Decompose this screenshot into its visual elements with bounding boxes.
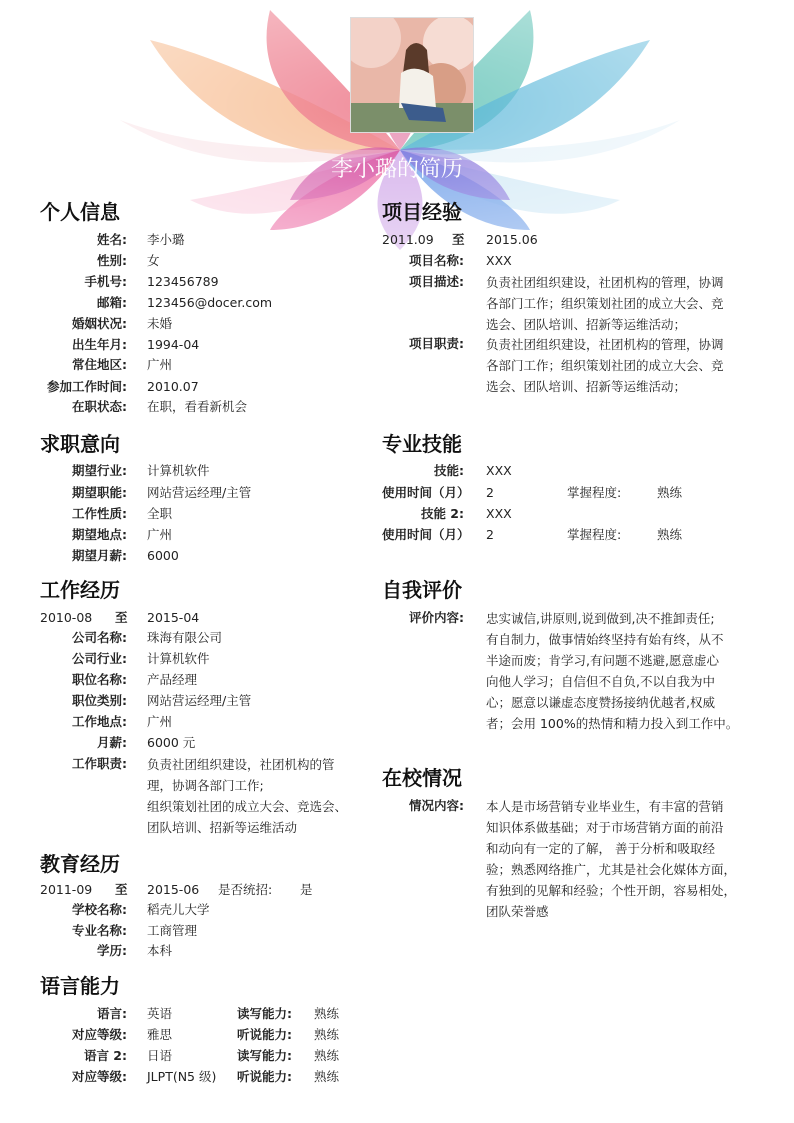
section-personal-info: 个人信息: [40, 200, 120, 224]
field-value: 6000 元: [147, 735, 196, 750]
text-line: 负责社团组织建设，社团机构的管理，协调: [486, 337, 724, 352]
field-value: 在职，看看新机会: [147, 399, 248, 414]
intent-row: [0, 546, 380, 566]
field-label: 职位类别:: [72, 693, 127, 708]
field-value: 产品经理: [147, 672, 198, 687]
text-line: 和动向有一定的了解， 善于分析和吸取经: [486, 841, 715, 856]
field-label: 参加工作时间:: [47, 379, 127, 394]
field-value: 熟练: [314, 1069, 340, 1084]
education-row: [0, 900, 380, 920]
field-value: 雅思: [147, 1027, 173, 1042]
field-label: 工作职责:: [72, 756, 127, 771]
field-label: 姓名:: [97, 232, 127, 247]
text-line: 组织策划社团的成立大会、竞选会、: [147, 799, 348, 814]
school-situation-text: [486, 796, 756, 922]
personal-row: [0, 397, 380, 417]
field-value: 123456789: [147, 274, 219, 289]
start-date: 2010-08: [40, 610, 93, 625]
field-label: 掌握程度:: [567, 485, 622, 500]
skill-row: [382, 525, 782, 545]
field-label: 听说能力:: [237, 1069, 292, 1084]
field-label: 学校名称:: [72, 902, 127, 917]
text-line: 选会、团队培训、招新等运维活动；: [486, 317, 687, 332]
language-row: [0, 1046, 380, 1066]
to-label: 至: [115, 882, 128, 897]
text-line: 有自制力，做事情始终坚持有始有终，从不: [486, 632, 724, 647]
personal-row: [0, 355, 380, 375]
field-label: 读写能力:: [237, 1048, 292, 1063]
intent-row: [0, 461, 380, 481]
field-value: 英语: [147, 1006, 173, 1021]
section-school-situation: 在校情况: [382, 766, 462, 790]
field-value: 网站营运经理/主管: [147, 693, 252, 708]
field-label: 月薪:: [97, 735, 127, 750]
to-label: 至: [115, 610, 128, 625]
field-value: XXX: [486, 506, 512, 521]
field-label: 期望职能:: [72, 485, 127, 500]
skill-row: [382, 504, 782, 524]
personal-row: [0, 293, 380, 313]
end-date: 2015-04: [147, 610, 200, 625]
field-value: XXX: [486, 463, 512, 478]
profile-photo: [350, 17, 474, 133]
field-value: JLPT(N5 级): [147, 1069, 217, 1084]
self-evaluation-text: [486, 608, 756, 734]
field-label: 婚姻状况:: [72, 316, 127, 331]
project-period: [382, 230, 782, 250]
education-period: [0, 880, 380, 900]
field-value: 熟练: [657, 485, 683, 500]
work-row: [0, 670, 380, 690]
field-value: 2: [486, 527, 494, 542]
field-label: 项目描述:: [409, 274, 464, 289]
field-value: 熟练: [657, 527, 683, 542]
field-value: 全职: [147, 506, 173, 521]
work-row: [0, 712, 380, 732]
intent-row: [0, 504, 380, 524]
field-label: 期望月薪:: [72, 548, 127, 563]
field-label: 情况内容:: [409, 798, 464, 813]
field-value: 6000: [147, 548, 179, 563]
unified-value: 是: [300, 882, 313, 897]
intent-row: [0, 525, 380, 545]
field-value: 工商管理: [147, 923, 198, 938]
field-value: 计算机软件: [147, 463, 210, 478]
field-label: 职位名称:: [72, 672, 127, 687]
text-line: 验；熟悉网络推广，尤其是社会化媒体方面，: [486, 862, 737, 877]
field-value: 李小璐: [147, 232, 185, 247]
field-value: 网站营运经理/主管: [147, 485, 252, 500]
text-line: 有独到的见解和经验；个性开朗，容易相处，: [486, 883, 737, 898]
skill-row: [382, 483, 782, 503]
field-label: 学历:: [97, 943, 127, 958]
project-duty-text: [486, 334, 756, 397]
field-label: 工作地点:: [72, 714, 127, 729]
section-education: 教育经历: [40, 852, 120, 876]
text-line: 者；会用 100%的热情和精力投入到工作中。: [486, 716, 739, 731]
field-label: 邮箱:: [97, 295, 127, 310]
field-value: 熟练: [314, 1027, 340, 1042]
end-date: 2015.06: [486, 232, 538, 247]
field-value: 日语: [147, 1048, 173, 1063]
text-line: 团队荣誉感: [486, 904, 549, 919]
field-label: 在职状态:: [72, 399, 127, 414]
field-label: 常住地区:: [72, 357, 127, 372]
intent-row: [0, 483, 380, 503]
field-value: 2: [486, 485, 494, 500]
field-label: 听说能力:: [237, 1027, 292, 1042]
personal-row: [0, 377, 380, 397]
field-label: 读写能力:: [237, 1006, 292, 1021]
field-label: 专业名称:: [72, 923, 127, 938]
text-line: 团队培训、招新等运维活动: [147, 820, 298, 835]
field-value: 女: [147, 253, 160, 268]
field-label: 技能:: [434, 463, 464, 478]
text-line: 心；愿意以谦虚态度赞扬接纳优越者,权威: [486, 695, 715, 710]
field-value: 稻壳儿大学: [147, 902, 210, 917]
section-skills: 专业技能: [382, 432, 462, 456]
field-value: 熟练: [314, 1006, 340, 1021]
field-value: XXX: [486, 253, 512, 268]
personal-row: [0, 251, 380, 271]
language-row: [0, 1004, 380, 1024]
project-desc-text: [486, 272, 756, 335]
skill-row: [382, 461, 782, 481]
education-row: [0, 921, 380, 941]
work-duty-text: [147, 754, 377, 838]
text-line: 各部门工作；组织策划社团的成立大会、竞: [486, 296, 724, 311]
text-line: 理，协调各部门工作;: [147, 778, 264, 793]
field-label: 出生年月:: [72, 337, 127, 352]
personal-row: [0, 272, 380, 292]
field-value: 2010.07: [147, 379, 199, 394]
education-row: [0, 941, 380, 961]
text-line: 向他人学习；自信但不自负,不以自我为中: [486, 674, 715, 689]
text-line: 选会、团队培训、招新等运维活动；: [486, 379, 687, 394]
work-row: [0, 733, 380, 753]
field-label: 技能 2:: [420, 506, 464, 521]
section-work-experience: 工作经历: [40, 578, 120, 602]
personal-row: [0, 335, 380, 355]
field-label: 掌握程度:: [567, 527, 622, 542]
field-label: 期望地点:: [72, 527, 127, 542]
text-line: 负责社团组织建设，社团机构的管: [147, 757, 335, 772]
field-label: 评价内容:: [409, 610, 464, 625]
work-row: [0, 628, 380, 648]
field-label: 对应等级:: [72, 1069, 127, 1084]
project-name-row: [382, 251, 782, 271]
section-language: 语言能力: [40, 974, 120, 998]
field-value: 123456@docer.com: [147, 295, 273, 310]
work-row: [0, 649, 380, 669]
end-date: 2015-06: [147, 882, 200, 897]
text-line: 半途而废；肯学习,有问题不逃避,愿意虚心: [486, 653, 719, 668]
unified-label: 是否统招:: [218, 882, 273, 897]
field-label: 工作性质:: [72, 506, 127, 521]
field-label: 语言:: [97, 1006, 127, 1021]
field-label: 期望行业:: [72, 463, 127, 478]
personal-row: [0, 314, 380, 334]
language-row: [0, 1025, 380, 1045]
text-line: 忠实诚信,讲原则,说到做到,决不推卸责任;: [486, 611, 715, 626]
field-value: 1994-04: [147, 337, 200, 352]
section-self-evaluation: 自我评价: [382, 578, 462, 602]
field-label: 手机号:: [84, 274, 127, 289]
field-label: 使用时间（月）: [382, 527, 470, 542]
field-value: 熟练: [314, 1048, 340, 1063]
field-label: 使用时间（月）: [382, 485, 470, 500]
field-value: 广州: [147, 527, 173, 542]
field-value: 计算机软件: [147, 651, 210, 666]
field-label: 语言 2:: [83, 1048, 127, 1063]
section-project-experience: 项目经验: [382, 200, 462, 224]
work-row: [0, 691, 380, 711]
field-label: 对应等级:: [72, 1027, 127, 1042]
start-date: 2011.09: [382, 232, 434, 247]
field-value: 广州: [147, 714, 173, 729]
field-value: 珠海有限公司: [147, 630, 223, 645]
text-line: 知识体系做基础；对于市场营销方面的前沿: [486, 820, 724, 835]
start-date: 2011-09: [40, 882, 93, 897]
text-line: 负责社团组织建设，社团机构的管理，协调: [486, 275, 724, 290]
field-label: 项目名称:: [409, 253, 464, 268]
text-line: 各部门工作；组织策划社团的成立大会、竞: [486, 358, 724, 373]
field-value: 未婚: [147, 316, 173, 331]
resume-title: 李小璐的简历: [330, 157, 463, 182]
language-row: [0, 1067, 380, 1087]
field-value: 本科: [147, 943, 173, 958]
field-label: 公司行业:: [72, 651, 127, 666]
to-label: 至: [452, 232, 465, 247]
text-line: 本人是市场营销专业毕业生，有丰富的营销: [486, 799, 724, 814]
field-label: 性别:: [97, 253, 127, 268]
field-label: 项目职责:: [409, 336, 464, 351]
work-period: [0, 608, 380, 628]
field-value: 广州: [147, 357, 173, 372]
personal-row: [0, 230, 380, 250]
field-label: 公司名称:: [72, 630, 127, 645]
section-job-intent: 求职意向: [40, 432, 120, 456]
